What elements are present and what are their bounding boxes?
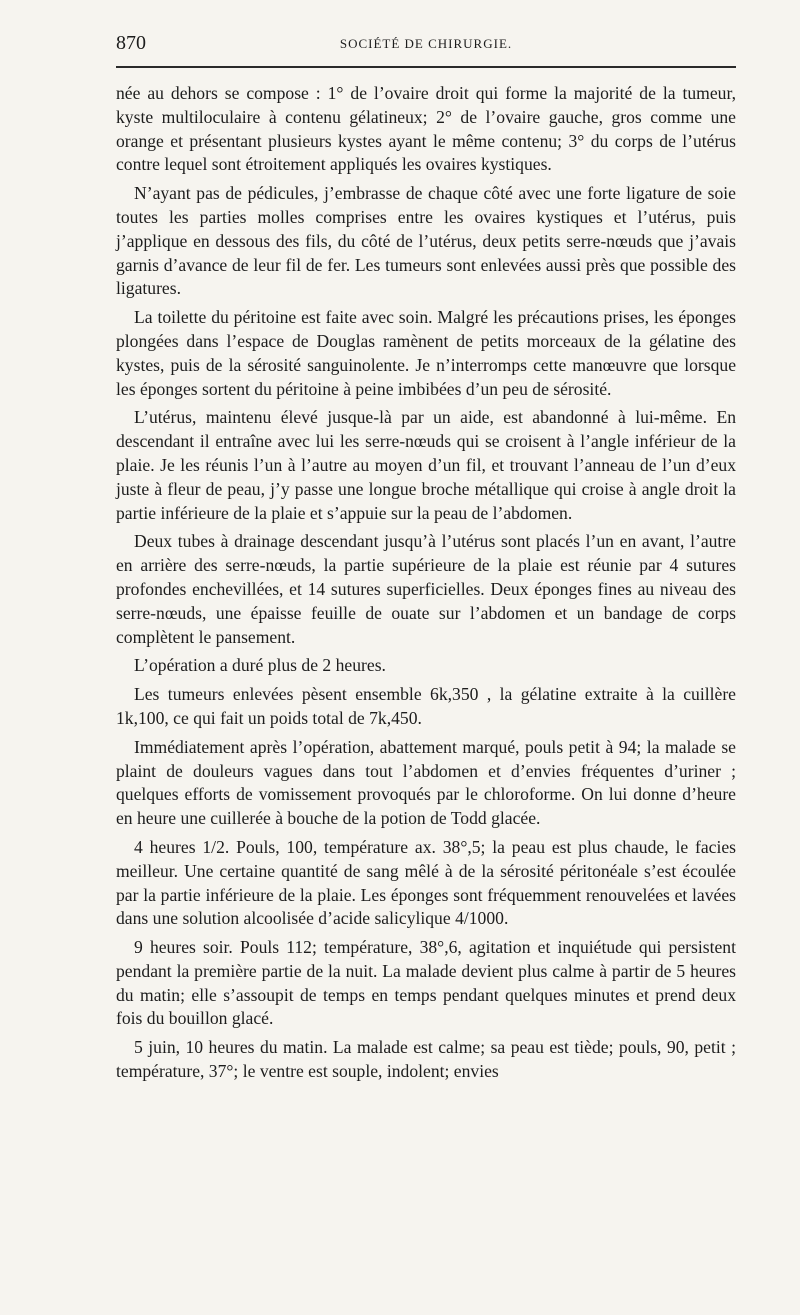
paragraph: 5 juin, 10 heures du matin. La malade est calme; sa peau est tiède; pouls, 90, petit ; température, 37°; le ventre est souple, indolent; envies xyxy=(116,1037,736,1082)
header-rule xyxy=(116,66,736,68)
body-text xyxy=(116,82,736,1089)
paragraph: 9 heures soir. Pouls 112; température, 38°,6, agitation et inquiétude qui persistent pendant la première partie de la nuit. La malade devient plus calme à partir de 5 heures du matin; elle s’assoupit de temps en temps pendant quelques minutes et prend deux fois du bouillon glacé. xyxy=(116,937,736,1029)
page-number: 870 xyxy=(116,32,146,54)
paragraph: N’ayant pas de pédicules, j’embrasse de chaque côté avec une forte ligature de soie toutes les parties molles comprises entre les ovaires kystiques et l’utérus, puis j’applique en dessous des fils, du côté de l’utérus, deux petits serre-nœuds que j’avais garnis d’avance de leur fil de fer. Les tumeurs sont enlevées aussi près que possible des ligatures. xyxy=(116,183,736,299)
running-head: SOCIÉTÉ DE CHIRURGIE. xyxy=(339,36,513,51)
paragraph: 4 heures 1/2. Pouls, 100, température ax. 38°,5; la peau est plus chaude, le facies meilleur. Une certaine quantité de sang mêlé à de la sérosité péritonéale s’est écoulée par la partie inférieure de la plaie. Les éponges sont fréquemment renouvelées et lavées dans une solution alcoolisée d’acide salicylique 4/1000. xyxy=(116,836,736,929)
page-header xyxy=(116,32,736,60)
paragraph: La toilette du péritoine est faite avec soin. Malgré les précautions prises, les éponges plongées dans l’espace de Douglas ramènent de petits morceaux de la gélatine des kystes, puis de la sérosité sanguinolente. Je n’interromps cette manœuvre que lorsque les éponges sortent du péritoine à peine imbibées d’un peu de sérosité. xyxy=(116,307,736,399)
paragraph: née au dehors se compose : 1° de l’ovaire droit qui forme la majorité de la tumeur, kyste multiloculaire à contenu gélatineux; 2° de l’ovaire gauche, gros comme une orange et présentant plusieurs kystes ayant le même contenu; 3° du corps de l’utérus contre lequel sont étroitement appliqués les ovaires kystiques. xyxy=(116,83,736,175)
paragraph: Deux tubes à drainage descendant jusqu’à l’utérus sont placés l’un en avant, l’autre en arrière des serre-nœuds, la partie supérieure de la plaie est réunie par 4 sutures profondes enchevillées, et 14 sutures superficielles. Deux éponges fines au niveau des serre-nœuds, une épaisse feuille de ouate sur l’abdomen et un bandage de corps complètent le pansement. xyxy=(116,531,736,647)
paragraph: L’opération a duré plus de 2 heures. xyxy=(134,655,386,676)
paragraph: Les tumeurs enlevées pèsent ensemble 6k,350 , la gélatine extraite à la cuillère 1k,100, ce qui fait un poids total de 7k,450. xyxy=(116,684,736,728)
paragraph: L’utérus, maintenu élevé jusque-là par un aide, est abandonné à lui-même. En descendant il entraîne avec lui les serre-nœuds qui se croisent à l’angle inférieur de la plaie. Je les réunis l’un à l’autre au moyen d’un fil, et trouvant l’anneau de l’un d’eux juste à fleur de peau, j’y passe une longue broche métallique qui croise à angle droit la partie inférieure de la plaie et s’appuie sur la peau de l’abdomen. xyxy=(116,407,736,523)
paragraph: Immédiatement après l’opération, abattement marqué, pouls petit à 94; la malade se plaint de douleurs vagues dans tout l’abdomen et d’envies fréquentes d’uriner ; quelques efforts de vomissement provoqués par le chloroforme. On lui donne d’heure en heure une cuillerée à bouche de la potion de Todd glacée. xyxy=(116,736,736,829)
